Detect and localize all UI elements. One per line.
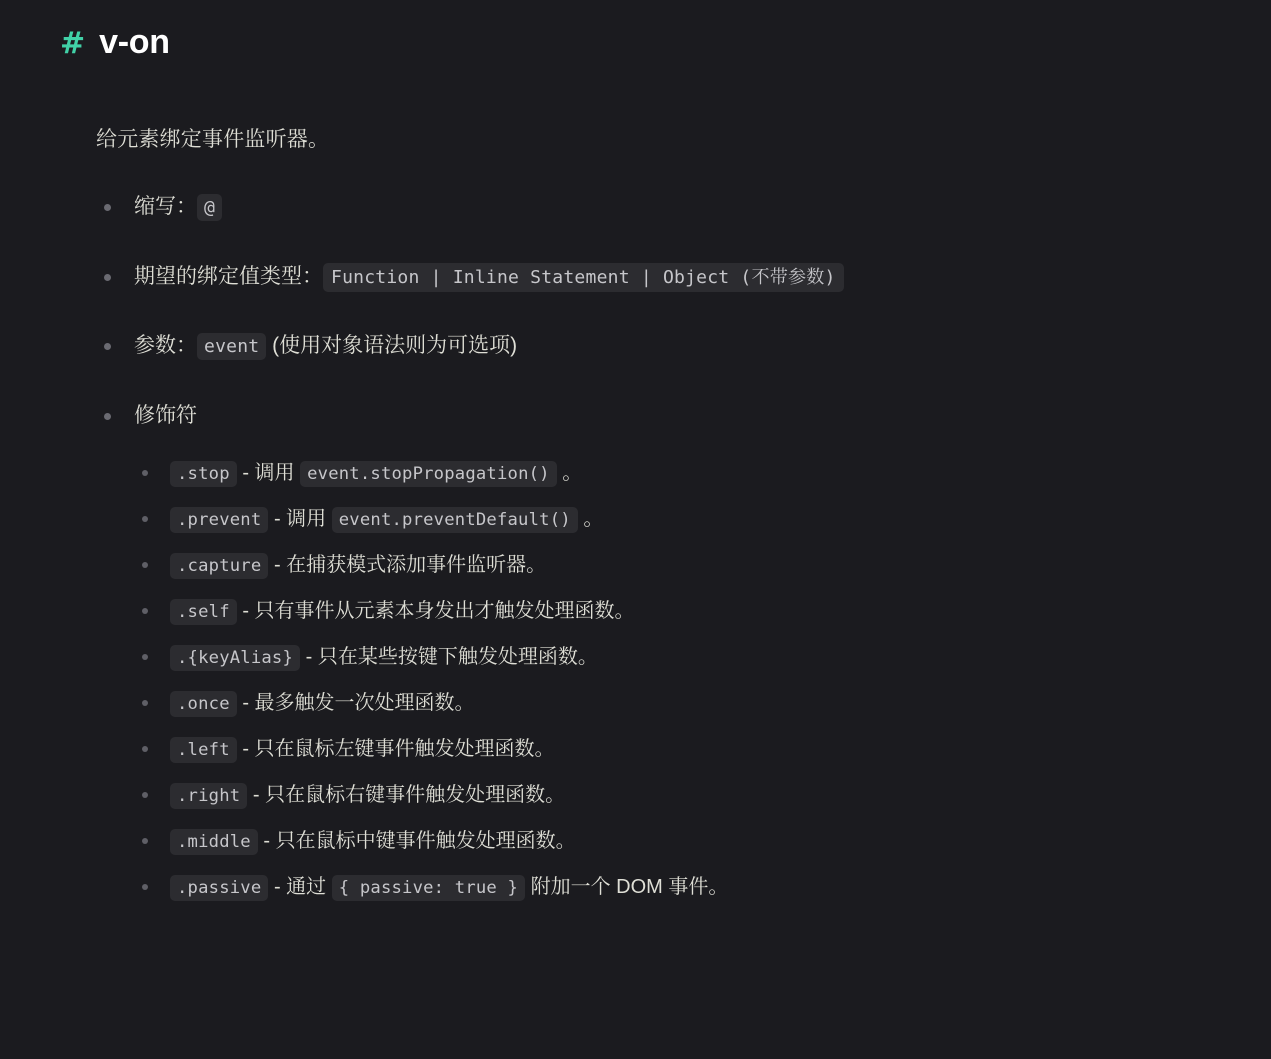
modifier-name: .middle xyxy=(170,829,258,855)
modifier-item-once xyxy=(134,688,1211,718)
heading-text: v-on xyxy=(99,23,170,61)
modifier-name: .stop xyxy=(170,461,237,487)
item-label: 缩写： xyxy=(134,194,197,218)
modifier-dash: - xyxy=(273,876,281,899)
list-item-abbreviation xyxy=(96,191,1211,224)
modifier-name: .self xyxy=(170,599,237,625)
modifier-item-stop xyxy=(134,458,1211,488)
modifier-text-after: 。 xyxy=(577,508,604,531)
modifier-name: .capture xyxy=(170,553,268,579)
modifier-text-before: 在捕获模式添加事件监听器。 xyxy=(280,554,547,577)
heading-anchor-icon[interactable]: # xyxy=(60,26,86,61)
item-label: 期望的绑定值类型： xyxy=(134,264,323,288)
modifier-dash: - xyxy=(273,508,281,531)
modifier-text-before: 通过 xyxy=(280,876,332,899)
modifier-item-capture xyxy=(134,550,1211,580)
modifier-text-before: 只在鼠标右键事件触发处理函数。 xyxy=(259,784,566,807)
modifier-item-left xyxy=(134,734,1211,764)
modifier-item-prevent xyxy=(134,504,1211,534)
list-item-expected-binding-type xyxy=(96,261,1211,294)
bullet-icon xyxy=(104,274,111,281)
intro-paragraph: 给元素绑定事件监听器。 xyxy=(96,128,330,152)
bullet-icon xyxy=(142,562,148,568)
modifier-list xyxy=(134,458,1211,902)
bullet-icon xyxy=(104,343,111,350)
modifier-dash: - xyxy=(242,600,249,623)
item-label: 参数： xyxy=(134,334,197,358)
modifier-item-right xyxy=(134,780,1211,810)
bullet-icon xyxy=(142,884,148,890)
modifier-code: event.preventDefault() xyxy=(332,507,578,533)
modifier-name: .once xyxy=(170,691,237,717)
modifier-item-middle xyxy=(134,826,1211,856)
doc-content xyxy=(0,123,1271,902)
bullet-icon xyxy=(142,608,148,614)
bullet-icon xyxy=(142,516,148,522)
modifier-item-keyalias xyxy=(134,642,1211,672)
modifier-text-after: 。 xyxy=(556,462,583,485)
modifier-text-before: 最多触发一次处理函数。 xyxy=(248,692,475,715)
modifier-name: .right xyxy=(170,783,247,809)
modifier-dash: - xyxy=(242,462,249,485)
modifier-item-self xyxy=(134,596,1211,626)
modifier-text-after: 附加一个 DOM 事件。 xyxy=(525,876,729,899)
page-title xyxy=(0,24,1271,61)
modifier-code: event.stopPropagation() xyxy=(300,461,557,487)
modifier-code: { passive: true } xyxy=(332,875,525,901)
modifier-dash: - xyxy=(242,738,249,761)
modifier-item-passive xyxy=(134,872,1211,902)
bullet-icon xyxy=(142,746,148,752)
bullet-icon xyxy=(142,470,148,476)
property-list xyxy=(96,191,1211,902)
item-suffix: (使用对象语法则为可选项) xyxy=(266,334,518,358)
modifier-name: .left xyxy=(170,737,237,763)
modifier-text-before: 只在鼠标中键事件触发处理函数。 xyxy=(270,830,576,853)
modifier-text-before: 只在某些按键下触发处理函数。 xyxy=(312,646,598,669)
bullet-icon xyxy=(104,413,111,420)
bullet-icon xyxy=(142,700,148,706)
modifier-dash: - xyxy=(273,554,281,577)
item-code: @ xyxy=(197,194,222,221)
modifier-text-before: 只在鼠标左键事件触发处理函数。 xyxy=(248,738,555,761)
bullet-icon xyxy=(142,838,148,844)
bullet-icon xyxy=(142,792,148,798)
modifier-name: .prevent xyxy=(170,507,268,533)
bullet-icon xyxy=(142,654,148,660)
modifier-text-before: 调用 xyxy=(248,462,301,485)
modifier-dash: - xyxy=(263,830,271,853)
modifier-dash: - xyxy=(242,692,249,715)
list-item-argument xyxy=(96,330,1211,363)
modifier-name: .passive xyxy=(170,875,268,901)
modifier-dash: - xyxy=(252,784,260,807)
bullet-icon xyxy=(104,204,111,211)
modifier-text-before: 调用 xyxy=(280,508,332,531)
item-code: Function | Inline Statement | Object (不带参数) xyxy=(323,263,844,292)
modifier-text-before: 只有事件从元素本身发出才触发处理函数。 xyxy=(248,600,635,623)
modifier-name: .{keyAlias} xyxy=(170,645,300,671)
list-item-modifiers xyxy=(96,400,1211,903)
item-code: event xyxy=(197,333,266,360)
item-label: 修饰符 xyxy=(134,403,197,427)
modifier-dash: - xyxy=(305,646,313,669)
